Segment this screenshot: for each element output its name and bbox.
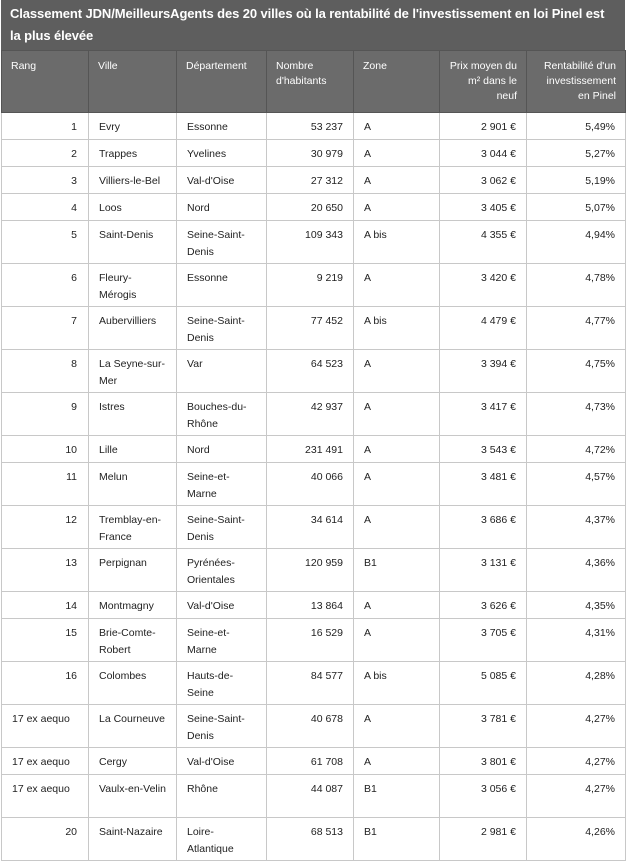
cell-zone: B1 bbox=[354, 775, 440, 818]
cell-habitants: 61 708 bbox=[267, 748, 354, 775]
cell-rang: 17 ex aequo bbox=[2, 748, 89, 775]
cell-prix: 3 062 € bbox=[440, 167, 527, 194]
table-row bbox=[2, 748, 626, 775]
cell-prix: 2 981 € bbox=[440, 818, 527, 861]
table-row bbox=[2, 463, 626, 506]
cell-rang: 16 bbox=[2, 662, 89, 705]
cell-departement: Nord bbox=[177, 436, 267, 463]
cell-rang: 15 bbox=[2, 619, 89, 662]
cell-rentabilite: 5,07% bbox=[527, 194, 626, 221]
cell-ville: La Courneuve bbox=[89, 705, 177, 748]
cell-departement: Pyrénées-Orientales bbox=[177, 549, 267, 592]
cell-rang: 13 bbox=[2, 549, 89, 592]
cell-departement: Seine-Saint-Denis bbox=[177, 705, 267, 748]
cell-ville: Montmagny bbox=[89, 592, 177, 619]
table-row bbox=[2, 775, 626, 818]
cell-habitants: 20 650 bbox=[267, 194, 354, 221]
cell-departement: Rhône bbox=[177, 775, 267, 818]
cell-departement: Essonne bbox=[177, 113, 267, 140]
cell-habitants: 16 529 bbox=[267, 619, 354, 662]
cell-rentabilite: 4,27% bbox=[527, 705, 626, 748]
cell-departement: Yvelines bbox=[177, 140, 267, 167]
cell-rang: 20 bbox=[2, 818, 89, 861]
cell-prix: 3 131 € bbox=[440, 549, 527, 592]
table-row bbox=[2, 619, 626, 662]
cell-zone: A bis bbox=[354, 221, 440, 264]
cell-zone: A bbox=[354, 619, 440, 662]
table-row bbox=[2, 350, 626, 393]
cell-prix: 3 420 € bbox=[440, 264, 527, 307]
cell-habitants: 231 491 bbox=[267, 436, 354, 463]
cell-ville: Perpignan bbox=[89, 549, 177, 592]
cell-rang: 1 bbox=[2, 113, 89, 140]
cell-zone: A bbox=[354, 463, 440, 506]
cell-habitants: 40 678 bbox=[267, 705, 354, 748]
cell-rentabilite: 5,27% bbox=[527, 140, 626, 167]
cell-rang: 17 ex aequo bbox=[2, 705, 89, 748]
header-prix: Prix moyen du m² dans le neuf bbox=[440, 51, 527, 113]
cell-departement: Hauts-de-Seine bbox=[177, 662, 267, 705]
cell-prix: 3 705 € bbox=[440, 619, 527, 662]
cell-departement: Seine-et-Marne bbox=[177, 463, 267, 506]
cell-rentabilite: 4,75% bbox=[527, 350, 626, 393]
ranking-table bbox=[1, 50, 626, 861]
cell-departement: Val-d'Oise bbox=[177, 748, 267, 775]
cell-habitants: 9 219 bbox=[267, 264, 354, 307]
cell-ville: Villiers-le-Bel bbox=[89, 167, 177, 194]
table-row bbox=[2, 592, 626, 619]
cell-prix: 3 626 € bbox=[440, 592, 527, 619]
cell-habitants: 13 864 bbox=[267, 592, 354, 619]
cell-habitants: 30 979 bbox=[267, 140, 354, 167]
cell-rentabilite: 4,94% bbox=[527, 221, 626, 264]
cell-rentabilite: 4,77% bbox=[527, 307, 626, 350]
header-rentabilite: Rentabilité d'un investissement en Pinel bbox=[527, 51, 626, 113]
cell-habitants: 64 523 bbox=[267, 350, 354, 393]
cell-rang: 14 bbox=[2, 592, 89, 619]
cell-rang: 8 bbox=[2, 350, 89, 393]
cell-prix: 4 355 € bbox=[440, 221, 527, 264]
cell-ville: Trappes bbox=[89, 140, 177, 167]
header-ville: Ville bbox=[89, 51, 177, 113]
table-row bbox=[2, 549, 626, 592]
cell-prix: 5 085 € bbox=[440, 662, 527, 705]
header-rang: Rang bbox=[2, 51, 89, 113]
cell-rentabilite: 4,28% bbox=[527, 662, 626, 705]
header-departement: Département bbox=[177, 51, 267, 113]
cell-zone: B1 bbox=[354, 549, 440, 592]
cell-zone: A bbox=[354, 140, 440, 167]
cell-habitants: 53 237 bbox=[267, 113, 354, 140]
table-row bbox=[2, 221, 626, 264]
cell-prix: 3 686 € bbox=[440, 506, 527, 549]
cell-ville: Vaulx-en-Velin bbox=[89, 775, 177, 818]
cell-departement: Seine-et-Marne bbox=[177, 619, 267, 662]
cell-prix: 3 394 € bbox=[440, 350, 527, 393]
cell-departement: Bouches-du-Rhône bbox=[177, 393, 267, 436]
cell-rentabilite: 4,57% bbox=[527, 463, 626, 506]
cell-ville: Aubervilliers bbox=[89, 307, 177, 350]
table-row bbox=[2, 194, 626, 221]
table-row bbox=[2, 113, 626, 140]
cell-zone: A bbox=[354, 113, 440, 140]
cell-zone: A bbox=[354, 194, 440, 221]
cell-rentabilite: 4,72% bbox=[527, 436, 626, 463]
cell-ville: Colombes bbox=[89, 662, 177, 705]
cell-habitants: 77 452 bbox=[267, 307, 354, 350]
cell-departement: Val-d'Oise bbox=[177, 167, 267, 194]
cell-zone: A bbox=[354, 350, 440, 393]
cell-rang: 10 bbox=[2, 436, 89, 463]
cell-rang: 5 bbox=[2, 221, 89, 264]
table-row bbox=[2, 307, 626, 350]
cell-zone: A bbox=[354, 506, 440, 549]
cell-rang: 7 bbox=[2, 307, 89, 350]
cell-ville: Saint-Denis bbox=[89, 221, 177, 264]
table-row bbox=[2, 436, 626, 463]
cell-habitants: 68 513 bbox=[267, 818, 354, 861]
cell-zone: A bis bbox=[354, 662, 440, 705]
cell-rentabilite: 4,35% bbox=[527, 592, 626, 619]
cell-zone: A bbox=[354, 436, 440, 463]
cell-ville: Cergy bbox=[89, 748, 177, 775]
cell-departement: Loire-Atlantique bbox=[177, 818, 267, 861]
cell-prix: 3 405 € bbox=[440, 194, 527, 221]
cell-rentabilite: 4,36% bbox=[527, 549, 626, 592]
cell-ville: Melun bbox=[89, 463, 177, 506]
cell-prix: 2 901 € bbox=[440, 113, 527, 140]
cell-rang: 12 bbox=[2, 506, 89, 549]
cell-habitants: 27 312 bbox=[267, 167, 354, 194]
cell-rentabilite: 4,27% bbox=[527, 748, 626, 775]
cell-habitants: 84 577 bbox=[267, 662, 354, 705]
cell-habitants: 34 614 bbox=[267, 506, 354, 549]
cell-rang: 4 bbox=[2, 194, 89, 221]
table-row bbox=[2, 167, 626, 194]
cell-rentabilite: 4,78% bbox=[527, 264, 626, 307]
cell-departement: Seine-Saint-Denis bbox=[177, 506, 267, 549]
cell-zone: A bbox=[354, 705, 440, 748]
cell-prix: 3 417 € bbox=[440, 393, 527, 436]
cell-rang: 17 ex aequo bbox=[2, 775, 89, 818]
cell-ville: Brie-Comte-Robert bbox=[89, 619, 177, 662]
cell-departement: Seine-Saint-Denis bbox=[177, 221, 267, 264]
cell-zone: A bis bbox=[354, 307, 440, 350]
cell-zone: B1 bbox=[354, 818, 440, 861]
cell-rentabilite: 5,19% bbox=[527, 167, 626, 194]
ranking-table-container bbox=[1, 0, 625, 861]
cell-departement: Seine-Saint-Denis bbox=[177, 307, 267, 350]
table-title: Classement JDN/MeilleursAgents des 20 villes où la rentabilité de l'investissement en loi Pinel est la plus élevée bbox=[1, 0, 625, 50]
cell-habitants: 40 066 bbox=[267, 463, 354, 506]
cell-prix: 3 056 € bbox=[440, 775, 527, 818]
table-row bbox=[2, 140, 626, 167]
cell-departement: Essonne bbox=[177, 264, 267, 307]
cell-prix: 4 479 € bbox=[440, 307, 527, 350]
cell-departement: Val-d'Oise bbox=[177, 592, 267, 619]
cell-habitants: 44 087 bbox=[267, 775, 354, 818]
table-row bbox=[2, 818, 626, 861]
header-row bbox=[2, 51, 626, 113]
cell-zone: A bbox=[354, 393, 440, 436]
table-row bbox=[2, 705, 626, 748]
cell-rentabilite: 5,49% bbox=[527, 113, 626, 140]
cell-rentabilite: 4,73% bbox=[527, 393, 626, 436]
cell-zone: A bbox=[354, 592, 440, 619]
cell-zone: A bbox=[354, 264, 440, 307]
cell-departement: Nord bbox=[177, 194, 267, 221]
cell-prix: 3 801 € bbox=[440, 748, 527, 775]
cell-ville: La Seyne-sur-Mer bbox=[89, 350, 177, 393]
cell-habitants: 120 959 bbox=[267, 549, 354, 592]
cell-rentabilite: 4,27% bbox=[527, 775, 626, 818]
cell-zone: A bbox=[354, 748, 440, 775]
cell-prix: 3 543 € bbox=[440, 436, 527, 463]
cell-ville: Fleury-Mérogis bbox=[89, 264, 177, 307]
table-row bbox=[2, 662, 626, 705]
header-habitants: Nombre d'habitants bbox=[267, 51, 354, 113]
cell-rentabilite: 4,26% bbox=[527, 818, 626, 861]
cell-ville: Lille bbox=[89, 436, 177, 463]
cell-ville: Loos bbox=[89, 194, 177, 221]
cell-rentabilite: 4,37% bbox=[527, 506, 626, 549]
header-zone: Zone bbox=[354, 51, 440, 113]
cell-zone: A bbox=[354, 167, 440, 194]
cell-habitants: 109 343 bbox=[267, 221, 354, 264]
table-row bbox=[2, 264, 626, 307]
table-row bbox=[2, 393, 626, 436]
cell-prix: 3 481 € bbox=[440, 463, 527, 506]
cell-rang: 3 bbox=[2, 167, 89, 194]
cell-departement: Var bbox=[177, 350, 267, 393]
cell-ville: Saint-Nazaire bbox=[89, 818, 177, 861]
cell-ville: Evry bbox=[89, 113, 177, 140]
cell-ville: Tremblay-en-France bbox=[89, 506, 177, 549]
cell-rang: 2 bbox=[2, 140, 89, 167]
cell-habitants: 42 937 bbox=[267, 393, 354, 436]
cell-prix: 3 781 € bbox=[440, 705, 527, 748]
cell-rang: 11 bbox=[2, 463, 89, 506]
cell-rentabilite: 4,31% bbox=[527, 619, 626, 662]
cell-rang: 6 bbox=[2, 264, 89, 307]
table-body bbox=[2, 113, 626, 861]
cell-rang: 9 bbox=[2, 393, 89, 436]
cell-ville: Istres bbox=[89, 393, 177, 436]
cell-prix: 3 044 € bbox=[440, 140, 527, 167]
table-row bbox=[2, 506, 626, 549]
